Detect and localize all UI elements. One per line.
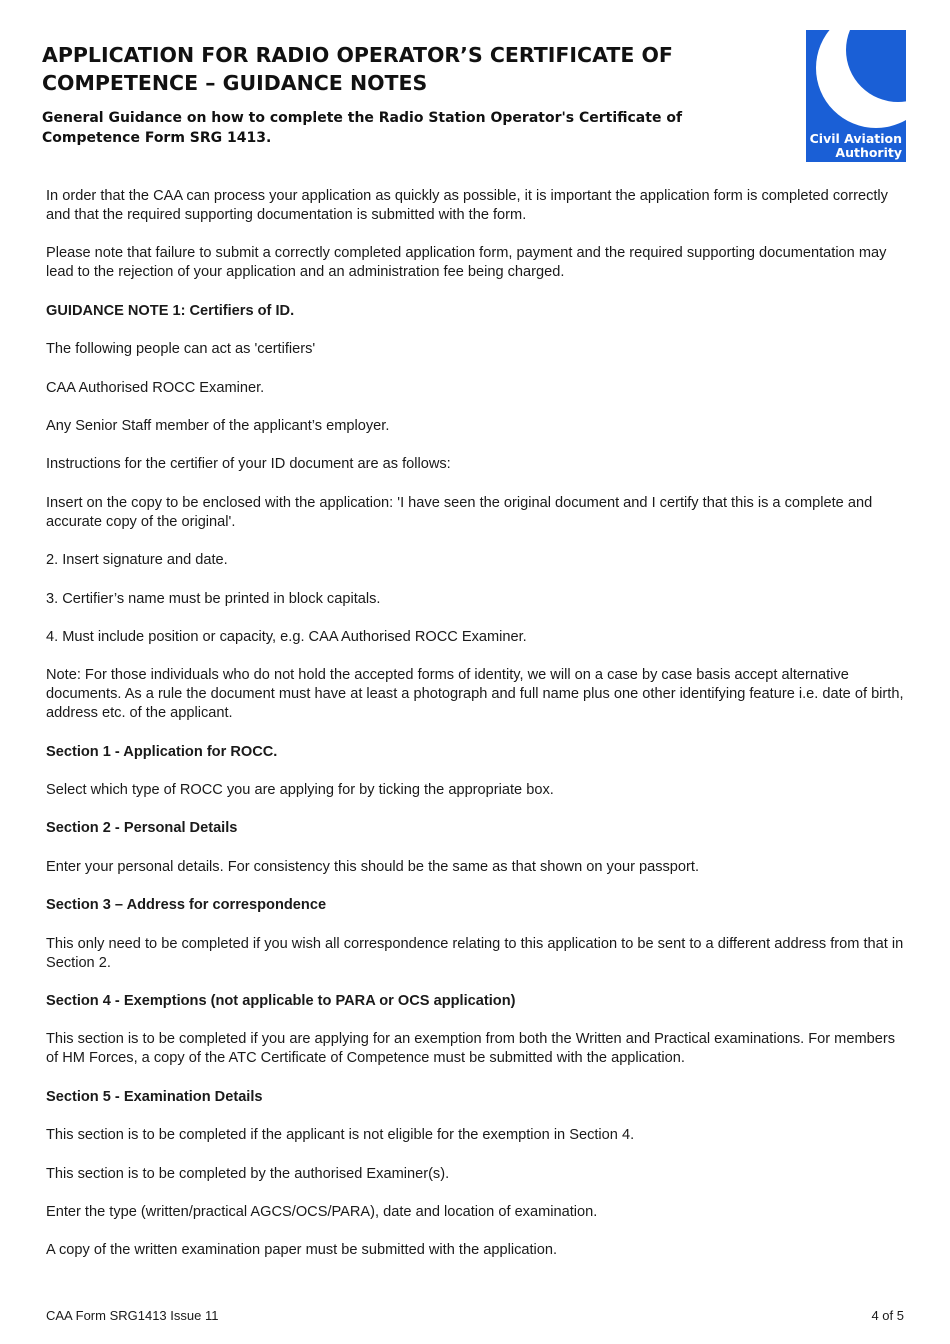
paragraph: The following people can act as 'certifiers' [46,341,316,358]
paragraph: This section is to be completed if you are applying for an exemption from both the Written and Practical examinations. For members of HM Forces, a copy of the ATC Certificate of Competence must be submitted with the application. [46,1031,896,1067]
footer-page-number: 4 of 5 [871,1308,904,1323]
section-2-heading: Section 2 - Personal Details [46,820,238,837]
warning-paragraph: Please note that failure to submit a correctly completed application form, payment and the required supporting documentation may lead to the rejection of your application and an administration fee being charged. [46,245,887,281]
paragraph: Select which type of ROCC you are applying for by ticking the appropriate box. [46,782,554,799]
section-3-heading: Section 3 – Address for correspondence [46,897,327,914]
note-paragraph: Note: For those individuals who do not hold the accepted forms of identity, we will on a case by case basis accept alternative documents. As a rule the document must have at least a photograph and full name plus one other identifying feature i.e. date of birth, address etc. of the applicant. [46,667,904,722]
paragraph: This section is to be completed by the authorised Examiner(s). [46,1165,450,1182]
logo-text-line-1: Civil Aviation [809,131,902,146]
paragraph: Any Senior Staff member of the applicant’s employer. [46,417,390,434]
footer-form-id: CAA Form SRG1413 Issue 11 [46,1308,219,1323]
caa-logo [806,30,906,162]
subtitle-line-2: Competence Form SRG 1413. [42,130,272,146]
section-5-heading: Section 5 - Examination Details [46,1088,263,1105]
paragraph: Enter the type (written/practical AGCS/OCS/PARA), date and location of examination. [46,1203,598,1220]
title-line-2: COMPETENCE – GUIDANCE NOTES [42,71,428,95]
paragraph: This section is to be completed if the applicant is not eligible for the exemption in Section 4. [46,1127,635,1144]
paragraph: 4. Must include position or capacity, e.g. CAA Authorised ROCC Examiner. [46,628,527,645]
paragraph: This only need to be completed if you wish all correspondence relating to this application to be sent to a different address from that in Section 2. [46,935,904,971]
page-subtitle [42,108,722,148]
paragraph: A copy of the written examination paper must be submitted with the application. [46,1242,558,1259]
guidance-note-1-heading: GUIDANCE NOTE 1: Certifiers of ID. [46,302,295,319]
intro-paragraph: In order that the CAA can process your application as quickly as possible, it is important the application form is completed correctly and that the required supporting documentation is submitted with the form. [46,188,888,223]
paragraph: Enter your personal details. For consistency this should be the same as that shown on your passport. [46,858,700,875]
paragraph: Insert on the copy to be enclosed with the application: 'I have seen the original document and I certify that this is a complete and accurate copy of the original'. [46,494,873,530]
paragraph: 2. Insert signature and date. [46,552,228,569]
subtitle-line-1: General Guidance on how to complete the Radio Station Operator's Certificate of [42,110,683,126]
section-4-heading: Section 4 - Exemptions (not applicable to PARA or OCS application) [46,993,516,1010]
paragraph: Instructions for the certifier of your ID document are as follows: [46,456,451,473]
page-title [42,41,742,97]
paragraph: 3. Certifier’s name must be printed in block capitals. [46,590,381,607]
logo-text-line-2: Authority [835,145,902,160]
guidance-body [46,187,904,1280]
section-1-heading: Section 1 - Application for ROCC. [46,743,278,760]
title-line-1: APPLICATION FOR RADIO OPERATOR’S CERTIFICATE OF [42,43,673,67]
paragraph: CAA Authorised ROCC Examiner. [46,379,265,396]
